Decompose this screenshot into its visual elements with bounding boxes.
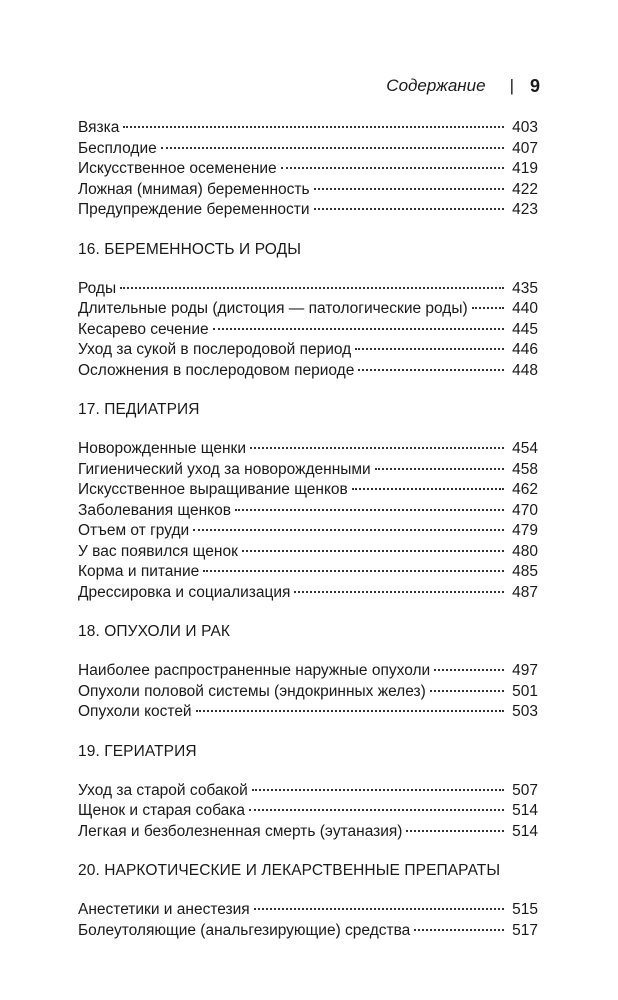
entry-page: 462 bbox=[512, 481, 538, 498]
entry-page: 480 bbox=[512, 542, 538, 560]
intro-entries bbox=[78, 118, 538, 221]
entry-label: Опухоли половой системы (эндокринных желез) bbox=[78, 682, 426, 700]
entry-page: 454 bbox=[512, 440, 538, 457]
toc-entry[interactable] bbox=[78, 139, 538, 160]
dot-leader bbox=[120, 287, 504, 289]
dot-leader bbox=[123, 126, 504, 128]
toc-entry[interactable] bbox=[78, 340, 538, 361]
entry-label: Новорожденные щенки bbox=[78, 440, 246, 457]
entry-page: 487 bbox=[512, 583, 538, 601]
dot-leader bbox=[161, 147, 504, 149]
section-title-19[interactable]: 19. ГЕРИАТРИЯ bbox=[78, 742, 197, 760]
entry-page: 514 bbox=[512, 802, 538, 819]
running-header bbox=[384, 74, 540, 98]
toc-entry[interactable] bbox=[78, 501, 538, 522]
entry-label: Роды bbox=[78, 279, 117, 297]
entry-page: 403 bbox=[512, 119, 538, 136]
entry-page: 470 bbox=[512, 501, 538, 519]
dot-leader bbox=[472, 307, 504, 309]
dot-leader bbox=[314, 188, 504, 190]
entry-label: Предупреждение беременности bbox=[78, 201, 310, 218]
entry-page: 507 bbox=[512, 781, 538, 799]
toc-entry[interactable] bbox=[78, 781, 538, 802]
toc-entry[interactable] bbox=[78, 480, 538, 501]
section-title-17[interactable]: 17. ПЕДИАТРИЯ bbox=[78, 401, 200, 418]
section-title-20[interactable]: 20. НАРКОТИЧЕСКИЕ И ЛЕКАРСТВЕННЫЕ ПРЕПАРАТЫ bbox=[78, 862, 501, 879]
toc-entry[interactable] bbox=[78, 921, 538, 942]
entry-label: Осложнения в послеродовом периоде bbox=[78, 361, 355, 379]
entry-label: Легкая и безболезненная смерть (эутаназия) bbox=[78, 822, 403, 840]
toc-entry[interactable] bbox=[78, 583, 538, 604]
toc-entry[interactable] bbox=[78, 702, 538, 723]
entry-page: 435 bbox=[512, 279, 538, 297]
entry-page: 423 bbox=[512, 201, 538, 218]
section-19-entries bbox=[78, 781, 538, 843]
toc-entry[interactable] bbox=[78, 320, 538, 341]
entry-page: 458 bbox=[512, 460, 538, 478]
toc-entry[interactable] bbox=[78, 200, 538, 221]
section-16-entries bbox=[78, 279, 538, 382]
header-page-number: 9 bbox=[529, 75, 540, 96]
section-18-entries bbox=[78, 661, 538, 723]
header-separator: | bbox=[509, 76, 514, 95]
section-17-entries bbox=[78, 439, 538, 603]
section-title-18[interactable]: 18. ОПУХОЛИ И РАК bbox=[78, 623, 231, 640]
dot-leader bbox=[235, 509, 504, 511]
toc-entry[interactable] bbox=[78, 118, 538, 139]
entry-label: Гигиенический уход за новорожденными bbox=[78, 460, 371, 478]
dot-leader bbox=[193, 529, 504, 531]
entry-label: Наиболее распространенные наружные опухоли bbox=[78, 662, 431, 679]
toc-entry[interactable] bbox=[78, 682, 538, 703]
toc-entry[interactable] bbox=[78, 542, 538, 563]
dot-leader bbox=[294, 591, 504, 593]
entry-label: Уход за сукой в послеродовой период bbox=[78, 341, 352, 358]
toc-entry[interactable] bbox=[78, 279, 538, 300]
dot-leader bbox=[250, 447, 504, 449]
entry-label: Опухоли костей bbox=[78, 703, 192, 720]
entry-page: 515 bbox=[512, 901, 538, 918]
entry-page: 479 bbox=[512, 522, 538, 539]
toc-entry[interactable] bbox=[78, 801, 538, 822]
toc-entry[interactable] bbox=[78, 460, 538, 481]
entry-label: Ложная (мнимая) беременность bbox=[78, 180, 310, 198]
toc-entry[interactable] bbox=[78, 159, 538, 180]
entry-label: Вязка bbox=[78, 119, 120, 136]
dot-leader bbox=[252, 789, 504, 791]
entry-label: У вас появился щенок bbox=[78, 542, 238, 560]
dot-leader bbox=[196, 710, 504, 712]
entry-page: 419 bbox=[512, 160, 538, 177]
entry-page: 446 bbox=[512, 341, 538, 358]
table-of-contents bbox=[78, 118, 538, 941]
entry-label: Искусственное осеменение bbox=[78, 160, 277, 177]
section-20-entries bbox=[78, 900, 538, 941]
toc-entry[interactable] bbox=[78, 661, 538, 682]
entry-label: Корма и питание bbox=[78, 563, 200, 580]
dot-leader bbox=[281, 167, 504, 169]
entry-label: Искусственное выращивание щенков bbox=[78, 481, 348, 498]
entry-label: Бесплодие bbox=[78, 139, 157, 157]
toc-entry[interactable] bbox=[78, 521, 538, 542]
dot-leader bbox=[375, 468, 504, 470]
entry-label: Заболевания щенков bbox=[78, 501, 231, 519]
dot-leader bbox=[254, 908, 504, 910]
dot-leader bbox=[213, 328, 504, 330]
entry-page: 503 bbox=[512, 703, 538, 720]
dot-leader bbox=[434, 669, 504, 671]
entry-label: Щенок и старая собака bbox=[78, 802, 246, 819]
dot-leader bbox=[242, 550, 504, 552]
entry-label: Длительные роды (дистоция — патологические роды) bbox=[78, 300, 468, 317]
entry-label: Болеутоляющие (анальгезирующие) средства bbox=[78, 921, 411, 939]
entry-page: 448 bbox=[512, 361, 538, 379]
toc-entry[interactable] bbox=[78, 299, 538, 320]
entry-label: Дрессировка и социализация bbox=[78, 583, 291, 601]
section-title-16[interactable]: 16. БЕРЕМЕННОСТЬ И РОДЫ bbox=[78, 240, 302, 258]
entry-label: Анестетики и анестезия bbox=[78, 901, 250, 918]
toc-entry[interactable] bbox=[78, 361, 538, 382]
entry-page: 440 bbox=[512, 300, 538, 317]
dot-leader bbox=[430, 690, 504, 692]
dot-leader bbox=[406, 830, 504, 832]
dot-leader bbox=[314, 208, 504, 210]
dot-leader bbox=[352, 488, 504, 490]
header-title: Содержание bbox=[386, 76, 486, 95]
toc-entry[interactable] bbox=[78, 900, 538, 921]
entry-page: 514 bbox=[512, 822, 538, 840]
entry-page: 485 bbox=[512, 563, 538, 580]
dot-leader bbox=[414, 929, 504, 931]
toc-entry[interactable] bbox=[78, 562, 538, 583]
entry-page: 445 bbox=[512, 320, 538, 338]
dot-leader bbox=[355, 348, 504, 350]
dot-leader bbox=[249, 809, 504, 811]
entry-page: 517 bbox=[512, 921, 538, 939]
dot-leader bbox=[203, 570, 504, 572]
dot-leader bbox=[358, 369, 504, 371]
entry-label: Уход за старой собакой bbox=[78, 781, 248, 799]
toc-entry[interactable] bbox=[78, 822, 538, 843]
toc-entry[interactable] bbox=[78, 180, 538, 201]
entry-page: 501 bbox=[512, 682, 538, 700]
entry-page: 407 bbox=[512, 139, 538, 157]
entry-label: Кесарево сечение bbox=[78, 320, 209, 338]
entry-label: Отъем от груди bbox=[78, 522, 190, 539]
toc-entry[interactable] bbox=[78, 439, 538, 460]
entry-page: 422 bbox=[512, 180, 538, 198]
entry-page: 497 bbox=[512, 662, 538, 679]
